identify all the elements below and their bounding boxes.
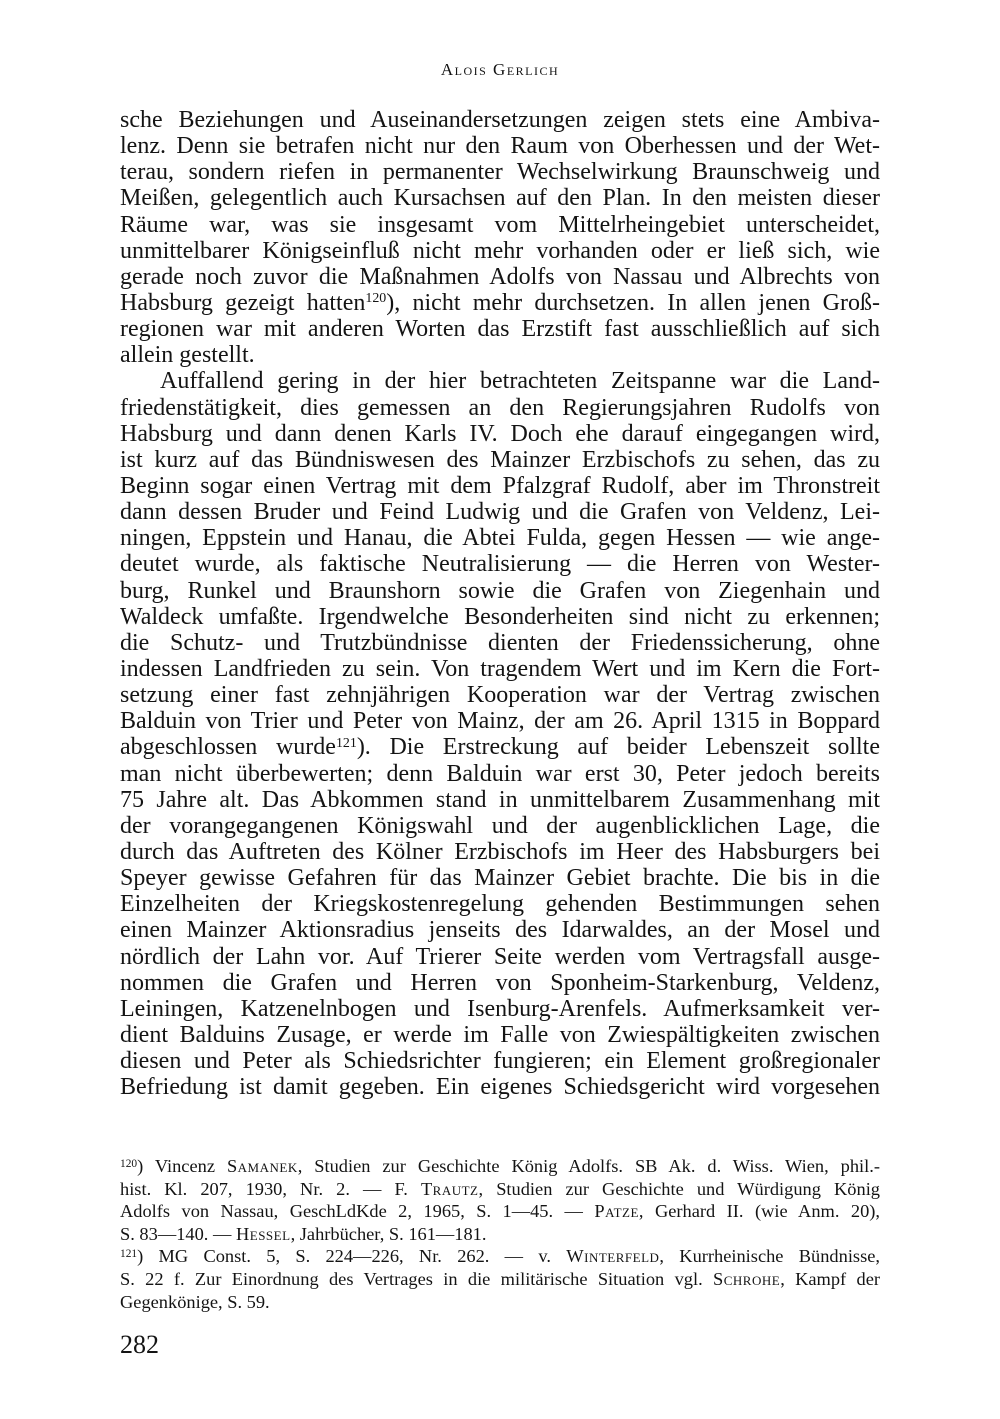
footnote-text: , Jahrbücher, S. 161—181. [290, 1223, 487, 1244]
author-name: Patze [594, 1201, 639, 1222]
text-line: deutet wurde, als faktische Neutralisierung — die Herren von Wester- [120, 551, 880, 578]
text-line: der vorangegangenen Königswahl und der augenblicklichen Lage, die [120, 812, 880, 839]
text-line: Meißen, gelegentlich auch Kursachsen auf den Plan. In den meisten dieser [120, 185, 880, 212]
text-line: allein gestellt. [120, 342, 255, 369]
text-line: ist kurz auf das Bündniswesen des Mainzer Erzbischofs zu sehen, das zu [120, 446, 880, 473]
footnote-text: ) Vincenz [137, 1156, 227, 1176]
footnote-text: S. 83—140. — [120, 1223, 236, 1244]
text-line: Speyer gewisse Gefahren für das Mainzer Gebiet brachte. Die bis in die [120, 865, 880, 892]
text-line: nommen die Grafen und Herren von Sponheim-Starkenburg, Veldenz, [120, 969, 880, 996]
text-fragment: ). Die Erstreckung auf beider Lebenszeit sollte [356, 734, 880, 761]
footnote-line [120, 1223, 880, 1246]
footnote-line [120, 1178, 880, 1201]
text-fragment: abgeschlossen wurde [120, 734, 336, 761]
text-line: unmittelbarer Königseinfluß nicht mehr vorhanden oder er ließ sich, wie [120, 237, 880, 264]
text-line: gerade noch zuvor die Maßnahmen Adolfs von Nassau und Albrechts von [120, 263, 880, 290]
text-line [120, 290, 880, 316]
text-line: dann dessen Bruder und Feind Ludwig und die Grafen von Veldenz, Lei- [120, 499, 880, 526]
author-name: Samanek [226, 1156, 298, 1176]
running-head: Alois Gerlich [440, 60, 560, 79]
footnote-line: Gegenkönige, S. 59. [120, 1291, 270, 1312]
text-line: burg, Runkel und Braunshorn sowie die Grafen von Ziegenhain und [120, 577, 880, 604]
page-number: 282 [120, 1330, 159, 1359]
text-line: sche Beziehungen und Auseinandersetzungen zeigen stets eine Ambiva- [120, 107, 880, 133]
footnote-text: hist. Kl. 207, 1930, Nr. 2. — F. [120, 1178, 421, 1199]
author-name: Hessel [235, 1223, 291, 1244]
author-name: Schrohe [713, 1268, 781, 1289]
author-name: Winterfeld [566, 1246, 660, 1267]
paragraph-start-line: Auffallend gering in der hier betrachteten Zeitspanne war die Land- [160, 368, 880, 395]
text-line [120, 734, 880, 760]
footnote-text: ) MG Const. 5, S. 224—226, Nr. 262. — v. [137, 1246, 567, 1267]
text-line: durch das Auftreten des Kölner Erzbischofs im Heer des Habsburgers bei [120, 838, 880, 865]
text-line: nördlich der Lahn vor. Auf Trierer Seite werden vom Vertragsfall ausge- [120, 943, 880, 970]
text-line: setzung einer fast zehnjährigen Kooperation war der Vertrag zwischen [120, 682, 880, 709]
text-line: ningen, Eppstein und Hanau, die Abtei Fulda, gegen Hessen — wie ange- [120, 525, 880, 552]
text-line: dient Balduins Zusage, er werde im Falle von Zwiespältigkeiten zwischen [120, 1021, 880, 1048]
text-line: Einzelheiten der Kriegskostenregelung gehenden Bestimmungen sehen [120, 891, 880, 918]
text-line: die Schutz- und Trutzbündnisse dienten der Friedenssicherung, ohne [120, 629, 880, 656]
footnote-ref-121: 121 [335, 735, 357, 751]
author-name: Trautz [420, 1178, 479, 1199]
footnote-line [120, 1200, 880, 1223]
text-line: 75 Jahre alt. Das Abkommen stand in unmittelbarem Zusammenhang mit [120, 786, 880, 813]
text-line: Waldeck umfaßte. Irgendwelche Besonderheiten sind nicht zu erkennen; [120, 603, 880, 630]
text-line: Beginn sogar einen Vertrag mit dem Pfalzgraf Rudolf, aber im Thronstreit [120, 472, 880, 499]
text-fragment: Habsburg gezeigt hatten [120, 289, 366, 316]
footnotes [120, 1155, 880, 1313]
text-line: Leiningen, Katzenelnbogen und Isenburg-Arenfels. Aufmerksamkeit ver- [120, 995, 880, 1022]
text-line: Balduin von Trier und Peter von Mainz, der am 26. April 1315 in Boppard [120, 708, 880, 735]
footnote-text: , Gerhard II. (wie Anm. 20), [638, 1201, 880, 1222]
text-line: indessen Landfrieden zu sein. Von tragendem Wert und im Kern die Fort- [120, 655, 880, 682]
footnote-text: , Kurrheinische Bündnisse, [659, 1246, 880, 1267]
footnote-text: , Kampf der [780, 1268, 880, 1289]
footnote-text: S. 22 f. Zur Einordnung des Vertrages in die militärische Situation vgl. [120, 1268, 713, 1289]
text-line: einen Mainzer Aktionsradius jenseits des Idarwaldes, an der Mosel und [120, 917, 880, 944]
footnote-text: , Studien zur Geschichte und Würdigung König [478, 1178, 880, 1199]
main-text [120, 107, 880, 1100]
footnote-121 [120, 1245, 880, 1268]
text-line: friedenstätigkeit, dies gemessen an den Regierungsjahren Rudolfs von [120, 394, 880, 421]
footnote-text: , Studien zur Geschichte König Adolfs. SB Ak. d. Wiss. Wien, phil.- [297, 1156, 880, 1176]
text-fragment: ), nicht mehr durchsetzen. In allen jenen Groß- [386, 289, 880, 316]
footnote-line [120, 1268, 880, 1291]
footnote-number: 121 [120, 1248, 138, 1261]
text-line: lenz. Denn sie betrafen nicht nur den Raum von Oberhessen und der Wet- [120, 133, 880, 160]
footnote-120 [120, 1155, 880, 1178]
text-line: Befriedung ist damit gegeben. Ein eigenes Schiedsgericht wird vorgesehen [120, 1074, 880, 1101]
text-line: Räume war, was sie insgesamt vom Mittelrheingebiet unterscheidet, [120, 211, 880, 238]
text-line: terau, sondern riefen in permanenter Wechselwirkung Braunschweig und [120, 159, 880, 186]
text-line: man nicht überbewerten; denn Balduin war erst 30, Peter jedoch bereits [120, 760, 880, 787]
footnote-number: 120 [120, 1157, 138, 1170]
text-line: regionen war mit anderen Worten das Erzstift fast ausschließlich auf sich [120, 316, 880, 343]
footnote-text: Adolfs von Nassau, GeschLdKde 2, 1965, S. 1—45. — [120, 1201, 595, 1222]
text-line: diesen und Peter als Schiedsrichter fungieren; ein Element großregionaler [120, 1048, 880, 1075]
footnote-ref-120: 120 [365, 291, 387, 307]
text-line: Habsburg und dann denen Karls IV. Doch ehe darauf eingegangen wird, [120, 420, 880, 447]
